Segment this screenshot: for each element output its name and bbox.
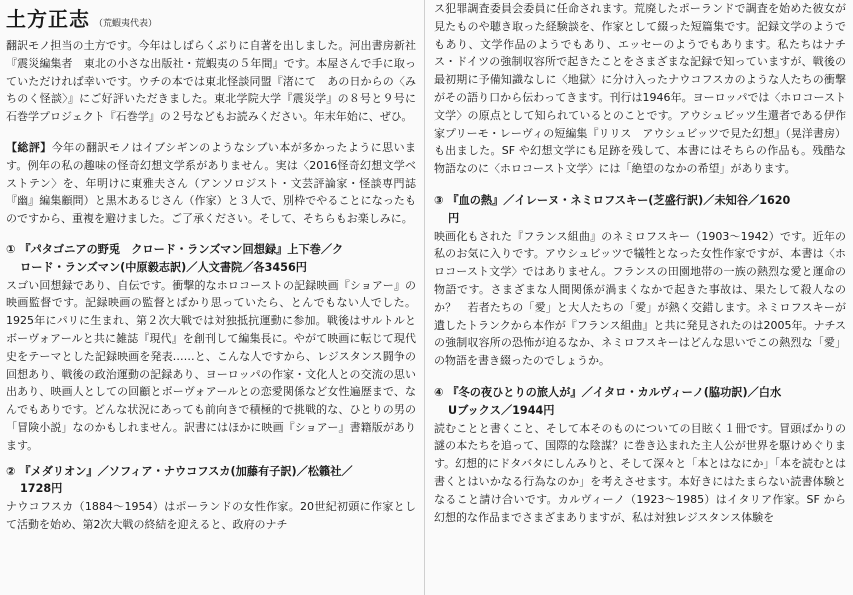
book-3-title-line1: ③ 『血の熱』／イレーヌ・ネミロフスキー(芝盛行訳)／未知谷／1620 (434, 193, 791, 207)
spacer (434, 370, 846, 384)
book-1-review: スゴい回想録であり、自伝です。衝撃的なホロコーストの記録映画『ショアー』の映画監督です。記録映画の監督とばかり思っていたら、とんでもない人でした。1925年にパリに生まれ、第２次大戦では対独抵抗運動に参加。戦後はサルトルとボーヴォアールと共に雑誌『現代』を創刊して編集長に。やがて映画に転じて現代史をテーマとした記録映画を発表……と、こんな人ですから、レジスタンス闘争の回想あり、戦後の政治運動の記録あり、ヨーロッパの作家・文化人との交流の思い出あり、映画人としての回顧とボーヴォアールとの恋愛関係など女性遍歴まで、なんでもありです。どんな状況にあっても前向きで積極的で挑戦的な、ひとりの男の「冒険小説」なのかもしれません。訳書にはほかに映画『ショアー』書籍版があります。 (6, 278, 416, 452)
book-3-title-line2: 円 (448, 211, 460, 225)
spacer (6, 126, 416, 139)
book-4-title-line2: Uブックス／1944円 (448, 403, 555, 417)
author-affiliation: （荒蝦夷代表） (94, 19, 158, 29)
book-1-title-line2: ロード・ランズマン(中原毅志訳)／人文書院／各3456円 (20, 260, 307, 274)
book-4-title-line1: ④ 『冬の夜ひとりの旅人が』／イタロ・カルヴィーノ(脇功訳)／白水 (434, 385, 782, 399)
author-heading (6, 6, 416, 37)
summary-tag: 【総評】 (6, 140, 52, 154)
summary-paragraph (6, 139, 416, 228)
summary-text: 今年の翻訳モノはイブシギンのようなシブい本が多かったように思います。例年の私の趣味の怪奇幻想文学系がありません。実は〈2016怪奇幻想文学ベストテン〉を、年明けに東雅夫さん（アンソロジスト・文芸評論家・怪談専門誌『幽』編集顧問）と黒木あるじさん（作家）と３人で、別枠でやることになったものですから、重複を避けました。ご了承ください。そして、そちらもお楽しみに。 (6, 140, 416, 226)
author-name: 土方正志 (6, 7, 90, 31)
book-4-title (434, 384, 846, 420)
book-2-title-line2: 1728円 (20, 482, 63, 496)
column-divider (424, 0, 425, 595)
book-1-title-line1: ① 『パタゴニアの野兎 クロード・ランズマン回想録』上下巻／ク (6, 242, 344, 256)
book-1-title (6, 241, 416, 277)
right-column (434, 0, 846, 595)
book-4-review: 読むことと書くこと、そして本そのものについての目眩く１冊です。冒頭ばかりの謎の本たちを追って、国際的な陰謀？に巻き込まれた主人公が世界を駆けめぐります。幻想的にドタバタにしんみりと、そして深々と「本とはなにか」「本を読むとは書くとはいかなる行為なのか」を考えさせます。本好きにはたまらない読書体験となること請け合いです。カルヴィーノ（1923～1985）はイタリア作家。SF から幻想的な作品までさまざまありますが、私は対独レジスタンス体験を (434, 421, 846, 524)
book-3-title (434, 192, 846, 228)
book-3-review: 映画化もされた『フランス組曲』のネミロフスキー（1903～1942）です。近年の私のお気に入りです。アウシュビッツで犠牲となった女性作家ですが、本書は〈ホロコースト文学〉ではありません。フランスの田園地帯の一族の熱烈な愛と運命の物語です。さまざまな人間関係が渦まくなかで起きた事故は、果たして殺人なのか？ 若者たちの「愛」と大人たちの「愛」が熱く交錯します。ネミロフスキーが遺したトランクから本作が『フランス組曲』と共に発見されたのは2005年。ナチスの強制収容所の恐怖が迫るなか、ネミロフスキーはどんな思いでこの熱烈な「愛」の物語を書き綴ったのでしょうか。 (434, 229, 846, 368)
intro-paragraph: 翻訳モノ担当の土方です。今年はしばらくぶりに自著を出しました。河出書房新社『震災編集者 東北の小さな出版社・荒蝦夷の５年間』です。本屋さんで手に取っていただければ幸いです。ウチの本では東北怪談同盟『渚にて あの日からの〈みちのく怪談〉』にご好評いただきました。東北学院大学『震災学』の８号と９号に石巻学プロジェクト『石巻学』の２号などもお読みください。年末年始に、ぜひ。 (6, 39, 416, 124)
book-2-title-line1: ② 『メダリオン』／ソフィア・ナウコフスカ(加藤有子訳)／松籟社／ (6, 464, 353, 478)
spacer (6, 228, 416, 241)
spacer (434, 178, 846, 192)
spacer (6, 455, 416, 463)
left-column (6, 0, 416, 595)
book-2-review-continued: ス犯罪調査委員会委員に任命されます。荒廃したポーランドで調査を始めた彼女が見たものや聴き取った経験談を、作家として綴った短篇集です。記録文学のようでもあり、文学作品のようでもあり、エッセーのようでもあります。私たちはナチス・ドイツの強制収容所で起きたことをさまざまな記録で知っていますが、戦後の最初期に予備知識なしに〈地獄〉に分け入ったナウコフスカのような人たちの衝撃がその語り口から伝わってきます。刊行は1946年。ヨーロッパでは〈ホロコースト文学〉の原点として知られているとのことです。アウシュビッツ生還者である伊作家プリーモ・レーヴィの短編集『リリス アウシュビッツで見た幻想』（晃洋書房）も出ました。SF や幻想文学にも足跡を残して、本書にはそちらの作品も。残酷な物語なのに〈ホロコースト文学〉には「絶望のなかの希望」があります。 (434, 2, 846, 176)
book-2-review-start: ナウコフスカ（1884～1954）はポーランドの女性作家。20世紀初頭に作家として活動を始め、第2次大戦の終結を迎えると、政府のナチ (6, 500, 416, 531)
book-2-title (6, 463, 416, 499)
